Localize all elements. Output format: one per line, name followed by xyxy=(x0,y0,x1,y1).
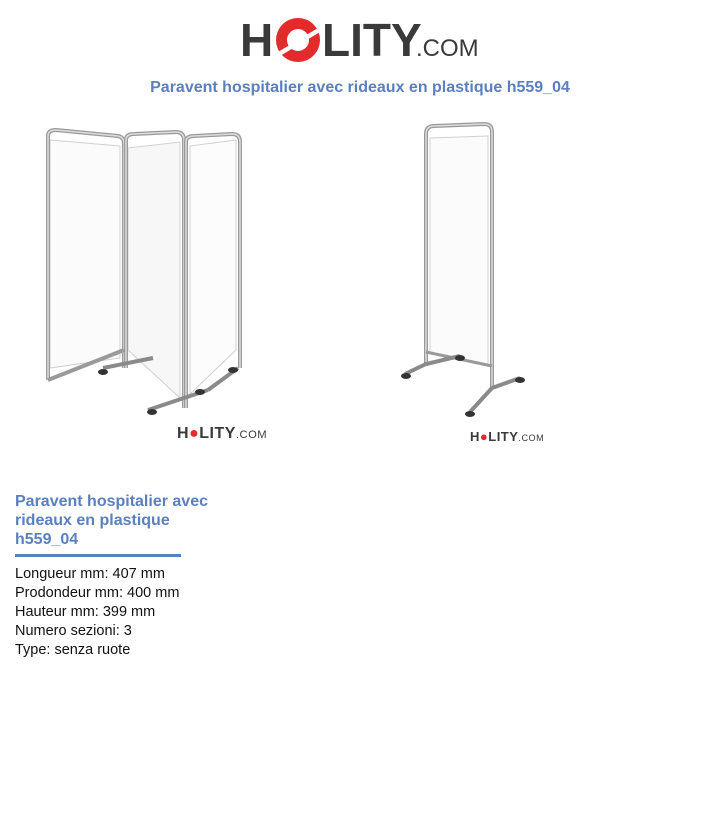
spec-length: Longueur mm: 407 mm xyxy=(15,566,165,582)
spec-sections: Numero sezioni: 3 xyxy=(15,623,132,639)
product-heading: Paravent hospitalier avec rideaux en plastique h559_04 xyxy=(15,493,208,548)
page-title: Paravent hospitalier avec rideaux en plastique h559_04 xyxy=(150,79,570,96)
spec-list xyxy=(15,565,179,660)
logo-o-icon xyxy=(276,18,320,62)
spec-depth: Prodondeur mm: 400 mm xyxy=(15,585,180,601)
spec-height: Hauteur mm: 399 mm xyxy=(15,604,156,620)
image-watermark-logo: H●LITY.COM xyxy=(177,425,268,442)
image-watermark-logo: H●LITY.COM xyxy=(470,429,545,444)
product-image-single-panel[interactable] xyxy=(360,116,568,456)
logo-letters-lity: LITY xyxy=(322,14,422,66)
spec-type: Type: senza ruote xyxy=(15,642,131,658)
logo-letter-h: H xyxy=(240,14,274,66)
product-image-three-panel[interactable] xyxy=(28,118,298,458)
logo-dot-com: .COM xyxy=(416,35,479,62)
heading-divider xyxy=(15,554,181,557)
holity-logo[interactable] xyxy=(0,12,720,73)
